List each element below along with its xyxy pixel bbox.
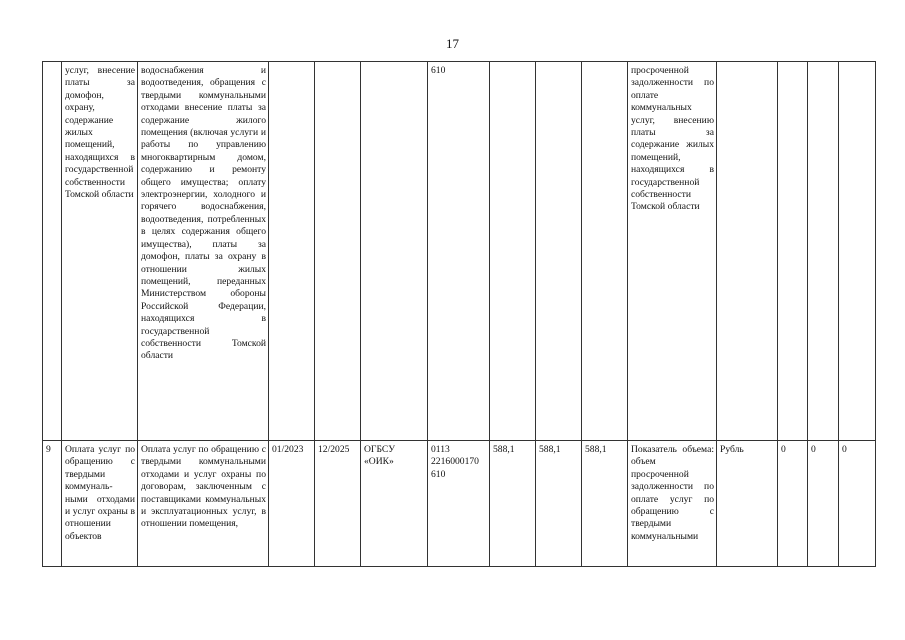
funding-year2-cell: 588,1 [536,441,582,567]
row-number-cell [43,62,62,441]
unit-cell [717,62,778,441]
indicator-year3-cell [839,62,876,441]
indicator-year1-cell: 0 [778,441,808,567]
end-date-cell [315,62,361,441]
kbk-cell: 0113 2216000170 610 [428,441,490,567]
measure-description-cell: водоснабжения и водоотведения, обращения с твердыми коммунальными отходами внесение платы за содержание жилого помещения (включая услуги и работы по управлению многоквартирным домом, содержанию и ремонту общего имущества; оплату электроэнергии, холодного и горячего водоснабжения, водоотведения, потребленных в целях содержания общего имущества), платы за домофон, платы за охрану в отношении жилых помещений, переданных Министерством обороны Российской Федерации, находящихся в государственной собственности Томской области [138,62,269,441]
indicator-cell: Показатель объема: объем просроченной задолженности по оплате услуг по обращению с твердыми коммунальными [628,441,717,567]
page-number: 17 [446,36,459,51]
unit-cell: Рубль [717,441,778,567]
measure-name-cell: Оплата услуг по обращению с твердыми коммуналь-ными отходами и услуг охраны в отношении объектов [62,441,138,567]
executor-cell [361,62,428,441]
measure-name-cell: услуг, внесение платы за домофон, охрану, содержание жилых помещений, находящихся в государственной собственности Томской области [62,62,138,441]
indicator-cell: просроченной задолженности по оплате коммунальных услуг, внесению платы за содержание жилых помещений, находящихся в государственной собственности Томской области [628,62,717,441]
row-number-cell: 9 [43,441,62,567]
start-date-cell: 01/2023 [269,441,315,567]
table-row [43,62,876,441]
indicator-year2-cell: 0 [808,441,839,567]
start-date-cell [269,62,315,441]
funding-year3-cell: 588,1 [582,441,628,567]
measure-description-cell: Оплата услуг по обращению с твердыми коммунальными отходами и услуг охраны по договорам, заключенным с поставщиками коммунальных и эксплуатационных услуг, в отношении помещения, [138,441,269,567]
funding-year2-cell [536,62,582,441]
funding-year1-cell [490,62,536,441]
indicator-year1-cell [778,62,808,441]
executor-cell: ОГБСУ «ОИК» [361,441,428,567]
table-row [43,441,876,567]
funding-year3-cell [582,62,628,441]
indicator-year2-cell [808,62,839,441]
program-table [42,61,876,567]
indicator-year3-cell: 0 [839,441,876,567]
end-date-cell: 12/2025 [315,441,361,567]
kbk-cell: 610 [428,62,490,441]
funding-year1-cell: 588,1 [490,441,536,567]
